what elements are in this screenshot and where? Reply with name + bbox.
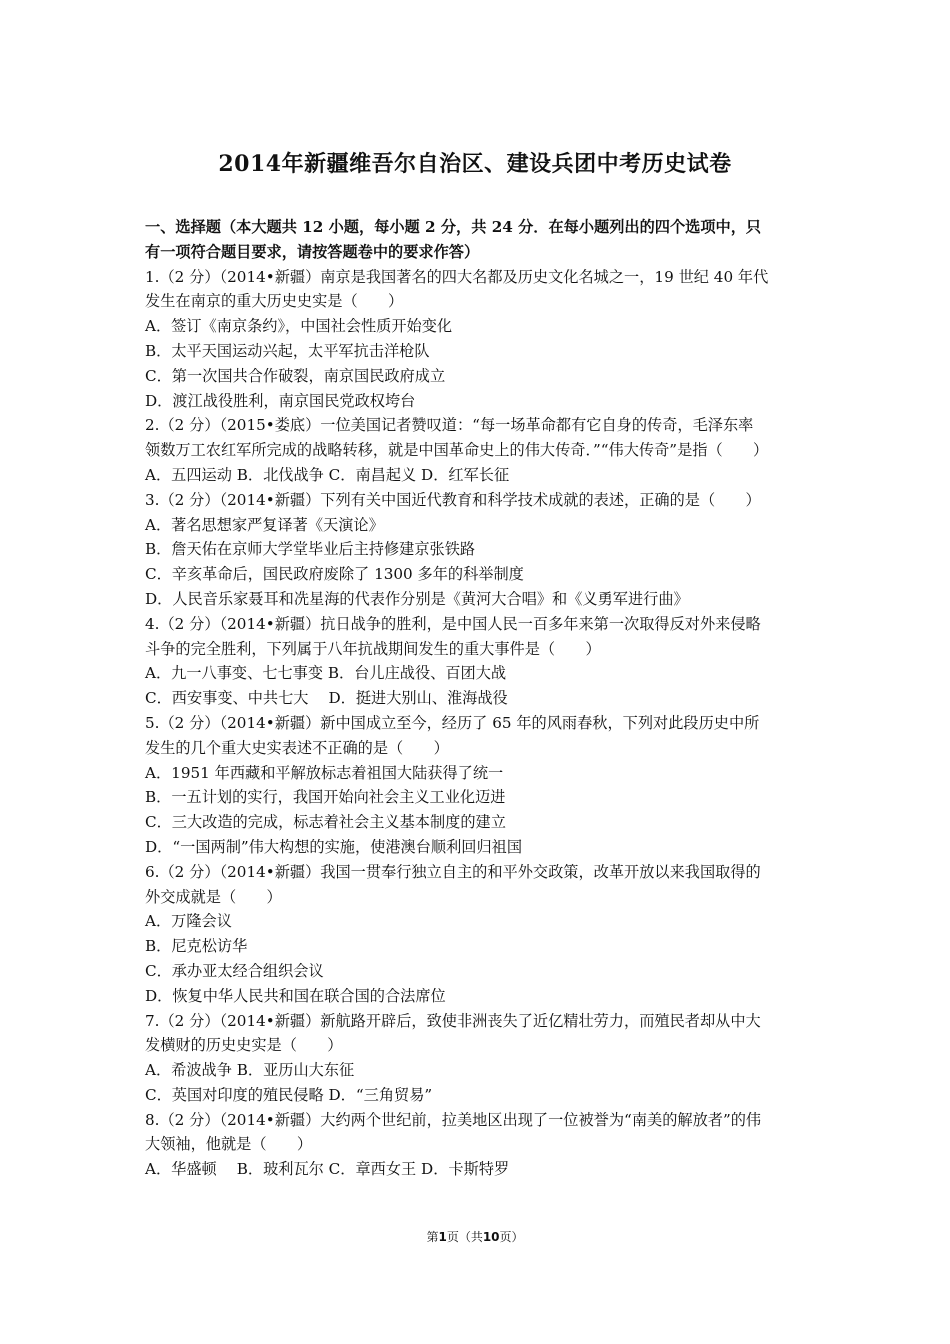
section-heading-line-2: 有一项符合题目要求，请按答题卷中的要求作答） xyxy=(145,242,480,261)
question-5 xyxy=(145,711,813,860)
answer-option: B．一五计划的实行，我国开始向社会主义工业化迈进 xyxy=(145,788,506,807)
footer-suffix: 页） xyxy=(499,1230,524,1244)
answer-option: A．著名思想家严复译著《天演论》 xyxy=(145,515,384,534)
footer-middle: 页（共 xyxy=(446,1230,483,1244)
answer-option: A．希波战争 B．亚历山大东征 xyxy=(145,1061,355,1080)
question-1 xyxy=(145,265,813,414)
answer-option: C．承办亚太经合组织会议 xyxy=(145,961,324,980)
question-stem-line: 2.（2 分）（2015•娄底）一位美国记者赞叹道：“每一场革命都有它自身的传奇，毛泽东率 xyxy=(145,416,754,435)
answer-option: A．华盛顿 B．玻利瓦尔 C．章西女王 D．卡斯特罗 xyxy=(145,1160,510,1179)
answer-option: A．九一八事变、七七事变 B．台儿庄战役、百团大战 xyxy=(145,664,507,683)
question-stem-line: 4.（2 分）（2014•新疆）抗日战争的胜利，是中国人民一百多年来第一次取得反对外来侵略 xyxy=(145,614,761,633)
page-title: 2014年新疆维吾尔自治区、建设兵团中考历史试卷 xyxy=(218,151,732,177)
answer-option: D．渡江战役胜利，南京国民党政权垮台 xyxy=(145,391,416,410)
question-stem-line: 大领袖，他就是（ ） xyxy=(145,1135,313,1154)
question-stem-line: 7.（2 分）（2014•新疆）新航路开辟后，致使非洲丧失了近亿精壮劳力，而殖民者却从中大 xyxy=(145,1011,761,1030)
answer-option: B．詹天佑在京师大学堂毕业后主持修建京张铁路 xyxy=(145,540,476,559)
question-stem-line: 3.（2 分）（2014•新疆）下列有关中国近代教育和科学技术成就的表述，正确的是（ ） xyxy=(145,490,761,509)
question-stem-line: 6.（2 分）（2014•新疆）我国一贯奉行独立自主的和平外交政策，改革开放以来我国取得的 xyxy=(145,862,761,881)
question-stem-line: 1.（2 分）（2014•新疆）南京是我国著名的四大名都及历史文化名城之一，19 世纪 40 年代 xyxy=(145,267,769,286)
answer-option: B．尼克松访华 xyxy=(145,937,248,956)
answer-option: C．英国对印度的殖民侵略 D．“三角贸易” xyxy=(145,1085,433,1104)
footer-total-pages: 10 xyxy=(482,1230,500,1244)
question-stem-line: 外交成就是（ ） xyxy=(145,887,282,906)
answer-option: A．1951 年西藏和平解放标志着祖国大陆获得了统一 xyxy=(145,763,504,782)
question-stem-line: 领数万工农红军所完成的战略转移，就是中国革命史上的伟大传奇．”“伟大传奇”是指（ ） xyxy=(145,441,769,460)
answer-option: D．恢复中华人民共和国在联合国的合法席位 xyxy=(145,986,446,1005)
question-stem-line: 发横财的历史史实是（ ） xyxy=(145,1036,343,1055)
question-2 xyxy=(145,413,813,487)
answer-option: C．三大改造的完成，标志着社会主义基本制度的建立 xyxy=(145,813,506,832)
section-heading-line-1: 一、选择题（本大题共 12 小题，每小题 2 分，共 24 分．在每小题列出的四个选项中，只 xyxy=(145,218,762,236)
question-6 xyxy=(145,860,813,1009)
answer-option: C．第一次国共合作破裂，南京国民政府成立 xyxy=(145,366,446,385)
question-stem-line: 发生的几个重大史实表述不正确的是（ ） xyxy=(145,738,449,757)
exam-content xyxy=(145,215,813,1182)
question-stem-line: 斗争的完全胜利，下列属于八年抗战期间发生的重大事件是（ ） xyxy=(145,639,601,658)
footer-page-number: 1 xyxy=(438,1230,447,1244)
answer-option: B．太平天国运动兴起，太平军抗击洋枪队 xyxy=(145,341,430,360)
answer-option: C．辛亥革命后，国民政府废除了 1300 多年的科举制度 xyxy=(145,565,524,584)
answer-option: C．西安事变、中共七大 D．挺进大别山、淮海战役 xyxy=(145,689,508,708)
answer-option: A．万隆会议 xyxy=(145,912,232,931)
question-stem-line: 5.（2 分）（2014•新疆）新中国成立至今，经历了 65 年的风雨春秋，下列对此段历史中所 xyxy=(145,713,760,732)
page-footer xyxy=(0,1228,950,1245)
question-stem-line: 8.（2 分）（2014•新疆）大约两个世纪前，拉美地区出现了一位被誉为“南美的解放者”的伟 xyxy=(145,1110,762,1129)
footer-prefix: 第 xyxy=(426,1230,439,1244)
question-7 xyxy=(145,1009,813,1108)
question-8 xyxy=(145,1108,813,1182)
answer-option: A．签订《南京条约》，中国社会性质开始变化 xyxy=(145,317,453,336)
answer-option: D．“一国两制”伟大构想的实施，使港澳台顺利回归祖国 xyxy=(145,837,523,856)
answer-option: A．五四运动 B．北伐战争 C．南昌起义 D．红军长征 xyxy=(145,465,510,484)
answer-option: D．人民音乐家聂耳和冼星海的代表作分别是《黄河大合唱》和《义勇军进行曲》 xyxy=(145,589,689,608)
question-3 xyxy=(145,488,813,612)
question-4 xyxy=(145,612,813,711)
question-stem-line: 发生在南京的重大历史史实是（ ） xyxy=(145,292,404,311)
